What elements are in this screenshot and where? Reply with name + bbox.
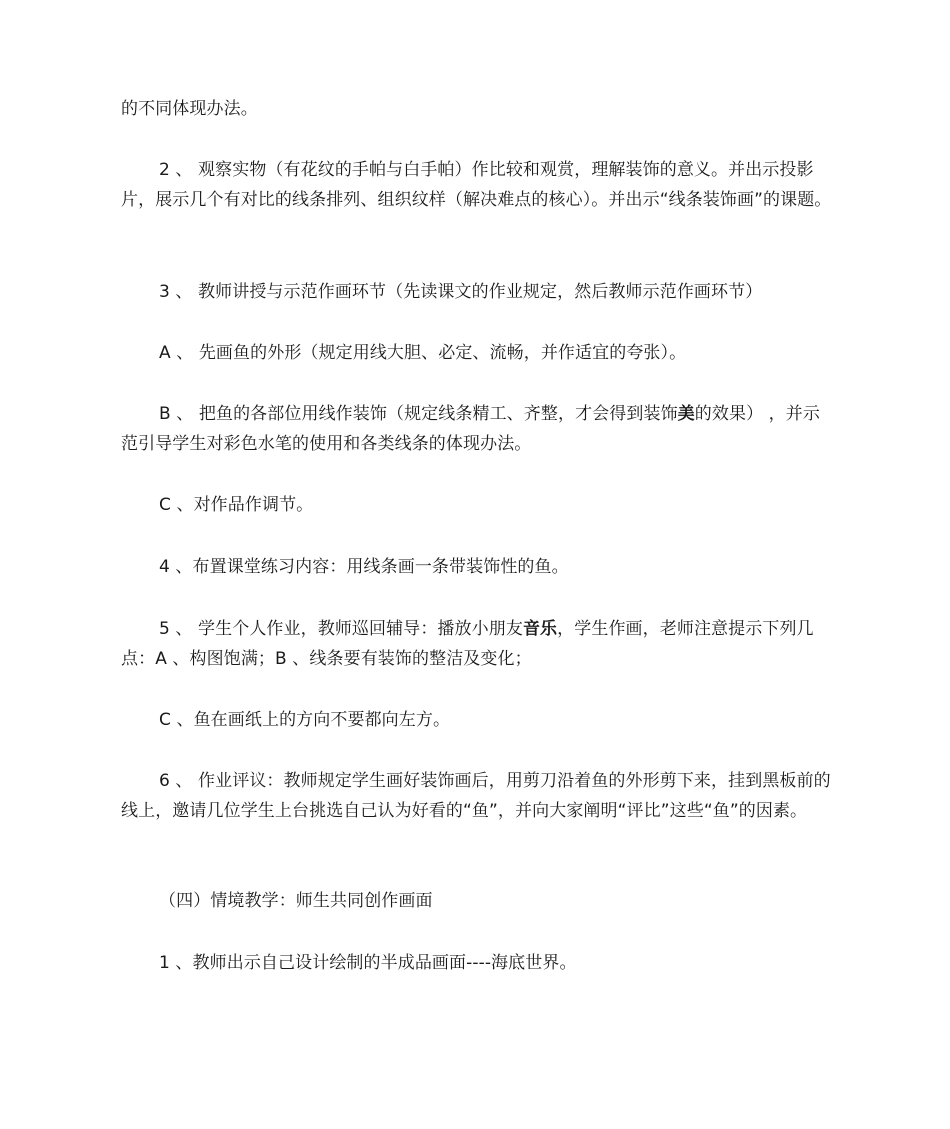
paragraph-step-c: C 、对作品作调节。 (159, 495, 314, 515)
bold-word-mei: 美 (677, 404, 695, 424)
bold-word-music: 音乐 (522, 619, 558, 639)
paragraph-step-2: 2 、 观察实物（有花纹的手帕与白手帕）作比较和观赏，理解装饰的意义。并出示投影片，展示几个有对比的线条排列、组织纹样（解决难点的核心）。并出示“线条装饰画”的课题。 (121, 160, 832, 210)
paragraph-step-6: 6 、 作业评议：教师规定学生画好装饰画后，用剪刀沿着鱼的外形剪下来，挂到黑板前的线上，邀请几位学生上台挑选自己认为好看的“鱼”，并向大家阐明“评比”这些“鱼”的因素。 (121, 771, 831, 821)
paragraph-step-4: 4 、布置课堂练习内容：用线条画一条带装饰性的鱼。 (159, 557, 569, 577)
paragraph-step-a: A 、 先画鱼的外形（规定用线大胆、必定、流畅，并作适宜的夸张）。 (159, 343, 687, 363)
paragraph-item-1: 1 、教师出示自己设计绘制的半成品画面----海底世界。 (159, 953, 577, 973)
paragraph-step-b (121, 399, 833, 459)
paragraph-step-5 (121, 614, 833, 674)
paragraph-continuation: 的不同体现办法。 (121, 99, 258, 119)
paragraph-step-c-direction: C 、鱼在画纸上的方向不要都向左方。 (159, 710, 451, 730)
paragraph-step-b-text-1: B 、 把鱼的各部位用线作装饰（规定线条精工、齐整，才会得到装饰 (159, 404, 678, 424)
paragraph-step-5-text-1: 5 、 学生个人作业，教师巡回辅导：播放小朋友 (159, 619, 523, 639)
section-heading-4: （四）情境教学：师生共同创作画面 (159, 891, 433, 911)
paragraph-step-3: 3 、 教师讲授与示范作画环节（先读课文的作业规定，然后教师示范作画环节） (159, 282, 763, 302)
paragraph-step-b-text-2: 的效果） ，并示范引导学生对彩色水笔的使用和各类线条的体现办法。 (121, 404, 820, 454)
paragraph-step-5-text-2: ，学生作画，老师注意提示下列几点：A 、构图饱满；B 、线条要有装饰的整洁及变化； (121, 619, 814, 669)
